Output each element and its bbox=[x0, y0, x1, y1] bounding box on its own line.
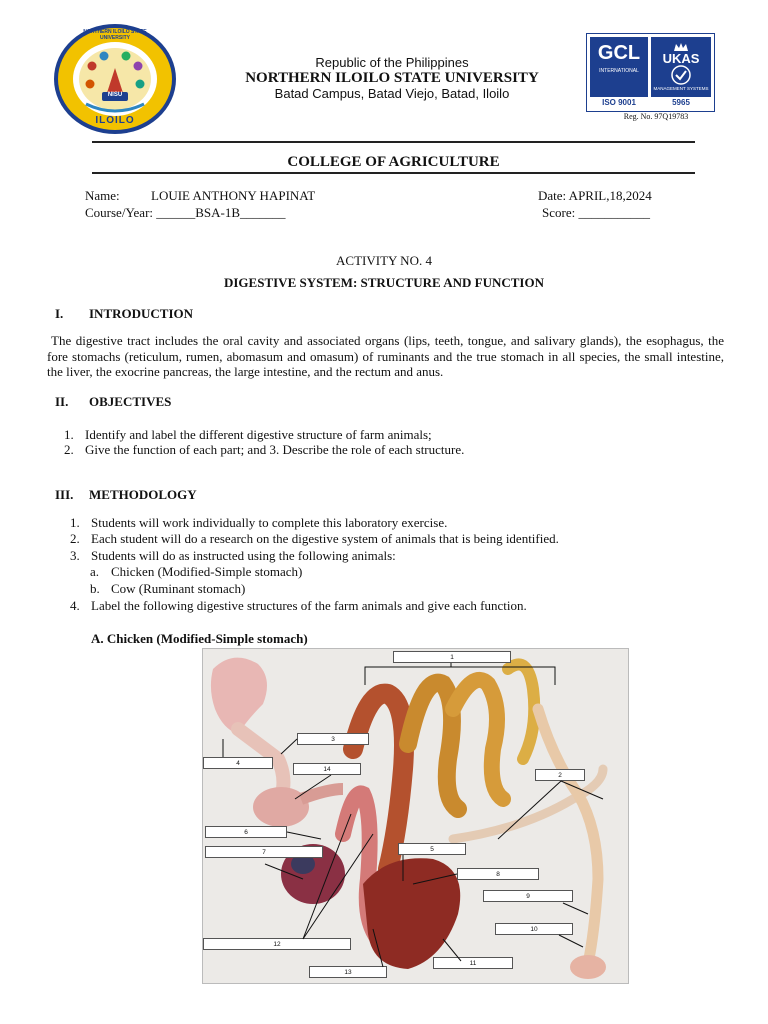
figure-label-box: 4 bbox=[203, 757, 273, 769]
checkmark-icon bbox=[671, 65, 691, 85]
figure-label-box: 12 bbox=[203, 938, 351, 950]
cert-number: 5965 bbox=[672, 98, 690, 107]
campus-address: Batad Campus, Batad Viejo, Batad, Iloilo bbox=[274, 86, 510, 101]
objectives-number: II. bbox=[55, 394, 69, 409]
logo-bottom-text: ILOILO bbox=[95, 115, 135, 126]
course-year-field: Course/Year: ______BSA-1B_______ bbox=[85, 205, 286, 220]
chicken-digestive-photo bbox=[202, 648, 629, 984]
figure-label-box: 13 bbox=[309, 966, 387, 978]
registration-number: Reg. No. 97Q19783 bbox=[623, 112, 689, 121]
figure-label-box: 8 bbox=[457, 868, 539, 880]
figure-label-box: 3 bbox=[297, 733, 369, 745]
objectives-heading: OBJECTIVES bbox=[89, 394, 172, 409]
figure-label-box: 14 bbox=[293, 763, 361, 775]
iso-text: ISO 9001 bbox=[602, 98, 636, 107]
college-name: COLLEGE OF AGRICULTURE bbox=[287, 154, 500, 170]
logo-center-text: NISU bbox=[107, 92, 123, 98]
gcl-logo-text: GCL bbox=[597, 42, 641, 64]
objective-item-number: 2. bbox=[64, 442, 74, 457]
animal-item-letter: a. bbox=[90, 564, 100, 579]
name-label: Name: bbox=[85, 188, 120, 203]
figure-label-box: 11 bbox=[433, 957, 513, 969]
objective-item: Give the function of each part; and 3. Describe the role of each structure. bbox=[85, 442, 465, 457]
logo-top-text: NORTHERN ILOILO STATE UNIVERSITY bbox=[83, 29, 147, 41]
activity-title: DIGESTIVE SYSTEM: STRUCTURE AND FUNCTION bbox=[223, 275, 544, 290]
methodology-heading: METHODOLOGY bbox=[89, 487, 197, 502]
intro-number: I. bbox=[55, 306, 64, 321]
leader-lines bbox=[203, 649, 628, 983]
score-field: Score: ___________ bbox=[542, 205, 650, 220]
figure-caption: A. Chicken (Modified-Simple stomach) bbox=[91, 631, 308, 646]
figure-label-box: 6 bbox=[205, 826, 287, 838]
ukas-logo-text: UKAS bbox=[662, 51, 700, 66]
header-divider-bottom bbox=[92, 172, 695, 174]
method-item: Label the following digestive structures of the farm animals and give each function. bbox=[91, 598, 527, 613]
method-item-number: 2. bbox=[70, 531, 80, 546]
crown-icon bbox=[673, 39, 689, 49]
method-item: Each student will do a research on the digestive system of animals that is being identified. bbox=[91, 531, 559, 546]
figure-label-box: 1 bbox=[393, 651, 511, 663]
method-item: Students will work individually to complete this laboratory exercise. bbox=[91, 515, 448, 530]
objective-item: Identify and label the different digestive structure of farm animals; bbox=[85, 427, 432, 442]
figure-label-box: 7 bbox=[205, 846, 323, 858]
intro-paragraph: The digestive tract includes the oral cavity and associated organs (lips, teeth, tongue, and salivary glands), the esophagus, the fore stomachs (reticulum, rumen, abomasum and omasum) of ruminants and the true stomach in all species, the small intestine, the liver, the exocrine pancreas, the large intestine, and the rectum and anus. bbox=[47, 333, 724, 379]
method-item: Students will do as instructed using the following animals: bbox=[91, 548, 396, 563]
objective-item-number: 1. bbox=[64, 427, 74, 442]
figure-label-box: 2 bbox=[535, 769, 585, 781]
method-item-number: 1. bbox=[70, 515, 80, 530]
method-item-number: 3. bbox=[70, 548, 80, 563]
animal-item-letter: b. bbox=[90, 581, 100, 596]
date-field: Date: APRIL,18,2024 bbox=[538, 188, 652, 203]
methodology-number: III. bbox=[55, 487, 74, 502]
figure-label-box: 9 bbox=[483, 890, 573, 902]
university-logo bbox=[52, 22, 178, 136]
name-value: LOUIE ANTHONY HAPINAT bbox=[151, 188, 316, 203]
gcl-subtext: INTERNATIONAL bbox=[599, 68, 639, 74]
figure-label-box: 5 bbox=[398, 843, 466, 855]
header-divider-top bbox=[92, 141, 695, 143]
republic-text: Republic of the Philippines bbox=[315, 55, 469, 70]
certification-badge bbox=[586, 33, 715, 112]
animal-item: Cow (Ruminant stomach) bbox=[111, 581, 246, 596]
activity-number: ACTIVITY NO. 4 bbox=[336, 253, 432, 268]
method-item-number: 4. bbox=[70, 598, 80, 613]
figure-label-box: 10 bbox=[495, 923, 573, 935]
ukas-subtext: MANAGEMENT SYSTEMS bbox=[653, 86, 709, 91]
intro-heading: INTRODUCTION bbox=[89, 306, 194, 321]
university-name: NORTHERN ILOILO STATE UNIVERSITY bbox=[245, 70, 539, 86]
animal-item: Chicken (Modified-Simple stomach) bbox=[111, 564, 303, 579]
